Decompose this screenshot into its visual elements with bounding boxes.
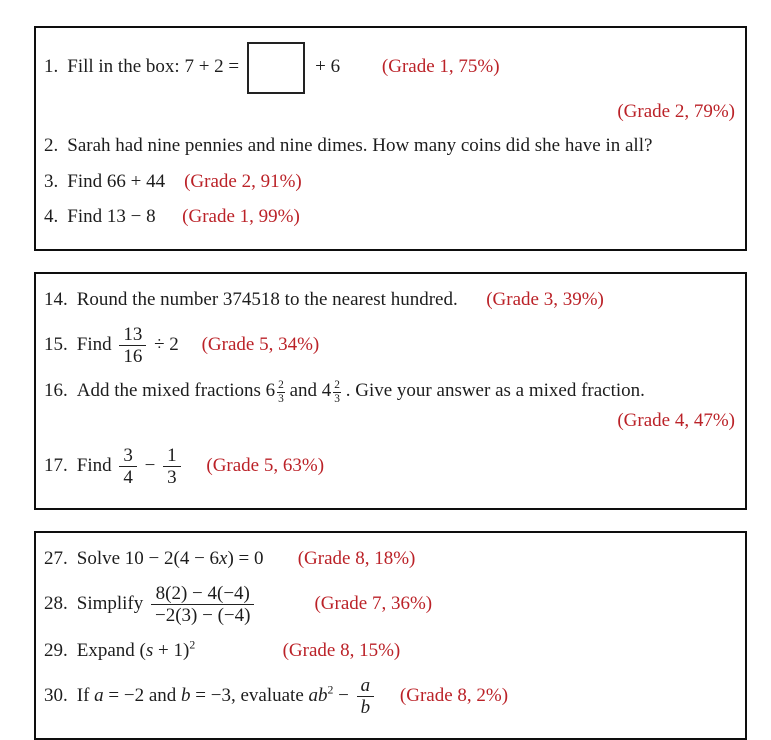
mixed-whole: 4 bbox=[321, 380, 332, 402]
question-row bbox=[44, 134, 735, 158]
fraction bbox=[151, 583, 254, 627]
text-segment: Expand bbox=[76, 639, 140, 661]
fraction-denominator: 3 bbox=[278, 392, 284, 405]
exponent: 2 bbox=[327, 683, 334, 697]
question-number: 2. bbox=[44, 134, 59, 156]
math-segment: 66 + 44 bbox=[106, 170, 166, 192]
math-segment: 10 − 2(4 − 6 bbox=[124, 548, 220, 570]
grade-annotation: (Grade 1, 75%) bbox=[381, 56, 500, 78]
question-row bbox=[44, 42, 735, 94]
question-text bbox=[67, 206, 155, 227]
fraction bbox=[163, 445, 181, 489]
question-text bbox=[77, 289, 458, 310]
text-segment: . Give your answer as a mixed fraction. bbox=[341, 380, 645, 402]
grade-annotation: (Grade 3, 39%) bbox=[486, 289, 604, 310]
question-text bbox=[76, 582, 258, 627]
question-row bbox=[44, 638, 735, 662]
mixed-whole: 6 bbox=[265, 380, 276, 402]
question-row bbox=[44, 379, 735, 405]
question-text bbox=[76, 323, 179, 368]
text-segment: and bbox=[284, 380, 322, 402]
grade-line bbox=[44, 100, 735, 124]
text-segment: Sarah had nine pennies and nine dimes. How many coins did she have in all? bbox=[67, 134, 653, 156]
math-segment: ÷ 2 bbox=[149, 333, 179, 355]
grade-annotation: (Grade 8, 18%) bbox=[297, 548, 416, 570]
question-row bbox=[44, 547, 735, 571]
fraction-numerator: a bbox=[360, 674, 371, 696]
text-segment: Add the mixed fractions bbox=[76, 380, 266, 402]
fraction bbox=[119, 324, 146, 368]
text-segment: Simplify bbox=[76, 593, 149, 615]
grade-annotation: (Grade 4, 47%) bbox=[617, 409, 735, 431]
question-text bbox=[77, 548, 264, 569]
question-number: 28. bbox=[44, 593, 68, 615]
question-box-grades-7-8 bbox=[34, 531, 747, 740]
fraction-numerator: 13 bbox=[123, 323, 143, 345]
question-row bbox=[44, 675, 735, 719]
math-variable: b bbox=[181, 684, 191, 706]
fraction-denominator: 4 bbox=[119, 466, 137, 488]
question-number: 4. bbox=[44, 206, 59, 228]
question-row bbox=[44, 205, 735, 229]
mixed-fraction bbox=[321, 379, 341, 405]
question-number: 29. bbox=[44, 639, 68, 661]
math-segment: + 1) bbox=[153, 639, 190, 661]
question-text bbox=[76, 379, 645, 405]
question-number: 14. bbox=[44, 289, 68, 310]
question-text bbox=[76, 674, 377, 718]
question-box-grades-3-5 bbox=[34, 272, 747, 510]
question-number: 1. bbox=[44, 56, 59, 78]
fraction-denominator: b bbox=[357, 696, 375, 718]
grade-annotation: (Grade 2, 79%) bbox=[617, 101, 735, 122]
text-segment: Find bbox=[76, 333, 117, 355]
grade-annotation: (Grade 8, 2%) bbox=[399, 684, 509, 706]
text-segment: If bbox=[76, 684, 95, 706]
text-segment: and bbox=[144, 684, 182, 706]
answer-box bbox=[247, 42, 305, 94]
math-segment: = −3, bbox=[190, 684, 236, 706]
mixed-small-fraction bbox=[277, 379, 285, 405]
text-segment: Round the number 374518 to the nearest hundred. bbox=[76, 289, 458, 310]
fraction-denominator: 3 bbox=[163, 466, 181, 488]
fraction-numerator: 8(2) − 4(−4) bbox=[155, 582, 250, 604]
math-segment: − bbox=[333, 684, 354, 706]
fraction-numerator: 3 bbox=[123, 444, 133, 466]
question-row bbox=[44, 583, 735, 627]
question-row bbox=[44, 445, 735, 489]
question-number: 16. bbox=[44, 380, 68, 402]
text-segment: Find bbox=[67, 170, 107, 192]
question-number: 15. bbox=[44, 333, 68, 355]
question-number: 17. bbox=[44, 454, 68, 476]
math-variable: a bbox=[94, 684, 104, 706]
grade-annotation: (Grade 2, 91%) bbox=[184, 170, 302, 192]
grade-line bbox=[44, 409, 735, 433]
math-segment: 7 + 2 = bbox=[184, 56, 240, 78]
math-variable: s bbox=[145, 639, 154, 661]
math-segment: ) = 0 bbox=[227, 548, 264, 570]
text-segment: evaluate bbox=[235, 684, 309, 706]
question-row bbox=[44, 288, 735, 312]
math-segment: 13 − 8 bbox=[106, 206, 156, 228]
question-row bbox=[44, 170, 735, 194]
question-box-grades-1-2 bbox=[34, 26, 747, 251]
grade-annotation: (Grade 5, 34%) bbox=[201, 333, 320, 355]
fraction bbox=[357, 675, 375, 719]
mixed-small-fraction bbox=[333, 379, 341, 405]
question-text bbox=[76, 444, 184, 488]
grade-annotation: (Grade 7, 36%) bbox=[314, 593, 433, 615]
fraction-numerator: 2 bbox=[278, 379, 284, 392]
text-segment: Find bbox=[67, 206, 107, 228]
grade-annotation: (Grade 1, 99%) bbox=[182, 206, 300, 228]
question-text bbox=[77, 640, 195, 661]
grade-annotation: (Grade 5, 63%) bbox=[206, 454, 325, 476]
fraction-denominator: −2(3) − (−4) bbox=[151, 604, 254, 626]
grade-annotation: (Grade 8, 15%) bbox=[282, 639, 401, 661]
question-text bbox=[67, 56, 340, 77]
fraction-numerator: 1 bbox=[167, 444, 177, 466]
fraction-denominator: 16 bbox=[119, 345, 146, 367]
math-segment: + 6 bbox=[315, 56, 341, 78]
fraction-denominator: 3 bbox=[334, 392, 340, 405]
exponent: 2 bbox=[189, 638, 196, 652]
math-segment: = −2 bbox=[103, 684, 145, 706]
question-number: 30. bbox=[44, 684, 68, 706]
fraction bbox=[119, 445, 137, 489]
text-segment: Find bbox=[76, 454, 117, 476]
question-row bbox=[44, 324, 735, 368]
question-number: 3. bbox=[44, 170, 59, 192]
text-segment: Fill in the box: bbox=[67, 56, 185, 78]
math-variable: ab bbox=[308, 684, 328, 706]
question-number: 27. bbox=[44, 548, 68, 570]
fraction-numerator: 2 bbox=[334, 379, 340, 392]
question-text bbox=[67, 135, 652, 156]
math-segment: ( bbox=[139, 639, 146, 661]
mixed-fraction bbox=[265, 379, 285, 405]
math-segment: − bbox=[139, 454, 161, 476]
math-variable: x bbox=[219, 548, 228, 570]
question-text bbox=[67, 171, 165, 192]
text-segment: Solve bbox=[76, 548, 125, 570]
